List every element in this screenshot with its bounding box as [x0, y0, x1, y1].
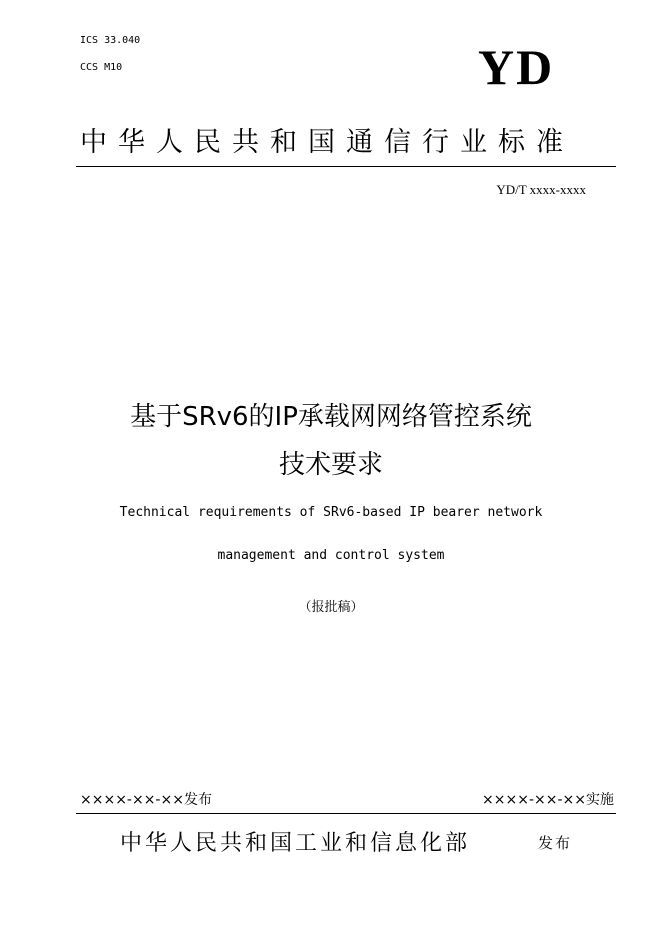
footer-divider	[76, 813, 616, 814]
publish-date: ××××-××-××发布	[80, 792, 212, 808]
document-title-line-1: 基于SRv6的IP承载网网络管控系统	[130, 402, 532, 432]
draft-status: （报批稿）	[298, 600, 364, 615]
english-title-line-1: Technical requirements of SRv6-based IP bearer network	[119, 505, 543, 520]
yd-logo: YD	[478, 39, 555, 95]
implementation-date: ××××-××-××实施	[482, 792, 614, 808]
document-title-line-2: 技术要求	[278, 450, 383, 480]
ccs-code: CCS M10	[80, 62, 123, 73]
english-title-line-2: management and control system	[217, 548, 445, 563]
standard-type-heading: 中华人民共和国通信行业标准	[80, 127, 574, 158]
ics-code: ICS 33.040	[80, 35, 141, 46]
issue-label: 发布	[538, 834, 573, 852]
header-divider	[76, 166, 616, 167]
standard-number: YD/T xxxx-xxxx	[496, 182, 586, 197]
issuing-ministry: 中华人民共和国工业和信息化部	[120, 831, 471, 856]
